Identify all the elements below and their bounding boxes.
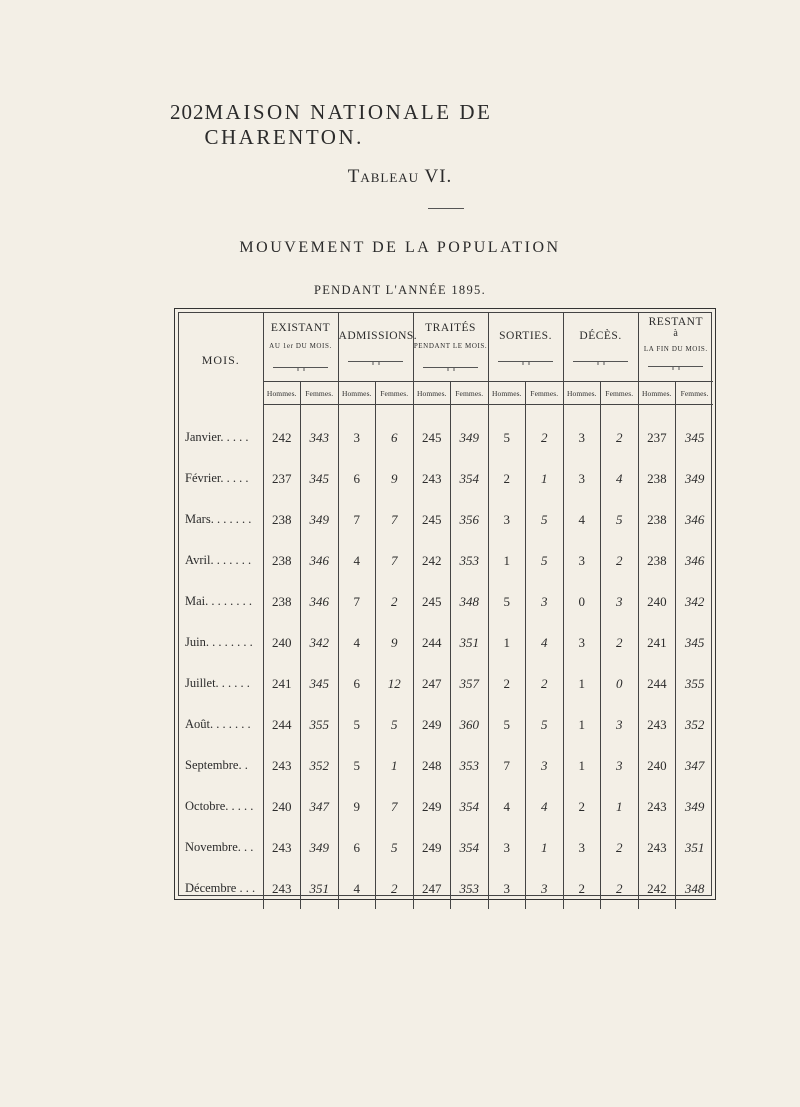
- sub-header-femmes: Femmes.: [301, 382, 339, 405]
- table-cell: 1: [526, 458, 564, 499]
- table-cell: 1: [601, 786, 639, 827]
- table-cell: 354: [451, 786, 489, 827]
- table-cell: 346: [676, 540, 714, 581]
- table-cell: 240: [263, 786, 301, 827]
- group-header-restant: [638, 313, 713, 382]
- table-cell: 242: [263, 417, 301, 458]
- table-cell: 3: [488, 827, 526, 868]
- table-cell: 3: [488, 499, 526, 540]
- table-cell: 244: [638, 663, 676, 704]
- spacer-cell: [601, 405, 639, 418]
- table-cell: 4: [338, 622, 376, 663]
- table-row: [179, 786, 713, 827]
- title-rule: [428, 208, 464, 209]
- table-cell: 346: [676, 499, 714, 540]
- table-cell: 6: [376, 417, 414, 458]
- table-cell: 5: [338, 745, 376, 786]
- table-row: [179, 745, 713, 786]
- month-label: Février. . . . .: [185, 471, 249, 485]
- table-cell: 5: [526, 540, 564, 581]
- table-cell: 245: [413, 581, 451, 622]
- sub-header-femmes: Femmes.: [376, 382, 414, 405]
- table-cell: 2: [488, 458, 526, 499]
- table-cell: 357: [451, 663, 489, 704]
- table-cell: 237: [638, 417, 676, 458]
- table-row: [179, 581, 713, 622]
- spacer-cell: [451, 405, 489, 418]
- table-cell: 243: [638, 786, 676, 827]
- table-cell: 238: [638, 540, 676, 581]
- population-table: [179, 313, 713, 909]
- table-cell: 245: [413, 499, 451, 540]
- table-cell: 343: [301, 417, 339, 458]
- table-cell: 249: [413, 786, 451, 827]
- group-sub: AU 1er DU MOIS.: [269, 342, 332, 350]
- table-cell: 354: [451, 458, 489, 499]
- table-cell: 2: [376, 581, 414, 622]
- month-label: Janvier. . . . .: [185, 430, 249, 444]
- spacer-cell: [638, 405, 676, 418]
- table-row: [179, 663, 713, 704]
- table-cell: 360: [451, 704, 489, 745]
- table-cell: 1: [488, 540, 526, 581]
- table-cell: 2: [526, 663, 564, 704]
- table-cell: 342: [676, 581, 714, 622]
- sub-header-femmes: Femmes.: [451, 382, 489, 405]
- table-cell: 1: [563, 745, 601, 786]
- table-cell: 348: [676, 868, 714, 909]
- table-row: [179, 499, 713, 540]
- table-row: [179, 417, 713, 458]
- table-row: [179, 704, 713, 745]
- table-cell: 7: [376, 499, 414, 540]
- sub-header-femmes: Femmes.: [601, 382, 639, 405]
- table-cell: 2: [601, 622, 639, 663]
- table-cell: 342: [301, 622, 339, 663]
- table-cell: 348: [451, 581, 489, 622]
- table-cell: 345: [301, 663, 339, 704]
- table-cell: 4: [526, 622, 564, 663]
- table-cell: 242: [413, 540, 451, 581]
- group-header-admissions: [338, 313, 418, 382]
- table-cell: 7: [376, 786, 414, 827]
- table-cell: 238: [263, 540, 301, 581]
- month-label: Juillet. . . . . .: [185, 676, 250, 690]
- group-header-existant: [263, 313, 338, 382]
- group-label: ADMISSIONS.: [338, 330, 418, 342]
- table-cell: 241: [263, 663, 301, 704]
- table-cell: 9: [376, 622, 414, 663]
- table-cell: 355: [301, 704, 339, 745]
- table-cell: 349: [676, 786, 714, 827]
- table-cell: 1: [488, 622, 526, 663]
- table-cell: 243: [413, 458, 451, 499]
- table-cell: 2: [601, 417, 639, 458]
- table-cell: 0: [563, 581, 601, 622]
- table-cell: 3: [488, 868, 526, 909]
- group-label: SORTIES.: [499, 330, 552, 342]
- table-cell: 6: [338, 663, 376, 704]
- table-cell: 355: [676, 663, 714, 704]
- table-cell: 5: [526, 499, 564, 540]
- table-cell: 2: [601, 868, 639, 909]
- table-cell: 9: [376, 458, 414, 499]
- running-head-title: MAISON NATIONALE DE CHARENTON.: [204, 100, 493, 149]
- table-cell: 4: [601, 458, 639, 499]
- spacer-cell: [338, 405, 376, 418]
- table-cell: 4: [563, 499, 601, 540]
- table-cell: 1: [563, 704, 601, 745]
- table-cell: 352: [301, 745, 339, 786]
- table-cell: 349: [301, 499, 339, 540]
- table-cell: 7: [488, 745, 526, 786]
- table-cell: 2: [563, 868, 601, 909]
- sub-header-femmes: Femmes.: [526, 382, 564, 405]
- table-cell: 9: [338, 786, 376, 827]
- table-cell: 5: [488, 581, 526, 622]
- table-cell: 3: [563, 458, 601, 499]
- table-cell: 243: [263, 827, 301, 868]
- table-cell: 240: [638, 581, 676, 622]
- table-cell: 3: [563, 827, 601, 868]
- table-cell: 353: [451, 745, 489, 786]
- table-cell: 351: [301, 868, 339, 909]
- group-header-deces: [563, 313, 638, 382]
- table-cell: 347: [301, 786, 339, 827]
- table-row: [179, 622, 713, 663]
- month-label: Mai. . . . . . . .: [185, 594, 253, 608]
- brace: [498, 356, 553, 362]
- table-cell: 7: [376, 540, 414, 581]
- table-row: [179, 540, 713, 581]
- table-cell: 4: [488, 786, 526, 827]
- running-head: [170, 100, 640, 150]
- table-cell: 249: [413, 827, 451, 868]
- group-header-traites: [413, 313, 488, 382]
- table-cell: 244: [263, 704, 301, 745]
- sub-header-hommes: Hommes.: [638, 382, 676, 405]
- page-number: 202: [170, 100, 205, 124]
- page-title: MOUVEMENT DE LA POPULATION: [239, 239, 561, 256]
- table-cell: 349: [676, 458, 714, 499]
- table-cell: 347: [676, 745, 714, 786]
- month-label: Octobre. . . . .: [185, 799, 254, 813]
- table-cell: 3: [563, 540, 601, 581]
- table-cell: 3: [338, 417, 376, 458]
- table-cell: 353: [451, 540, 489, 581]
- table-cell: 346: [301, 581, 339, 622]
- table-cell: 345: [676, 417, 714, 458]
- table-cell: 5: [488, 704, 526, 745]
- table-cell: 1: [526, 827, 564, 868]
- mois-header: MOIS.: [201, 353, 240, 368]
- table-cell: 3: [526, 868, 564, 909]
- month-label: Décembre . . .: [185, 881, 256, 895]
- table-cell: 3: [601, 704, 639, 745]
- table-cell: 5: [601, 499, 639, 540]
- table-cell: 247: [413, 663, 451, 704]
- table-row: [179, 827, 713, 868]
- month-label: Novembre. . .: [185, 840, 254, 854]
- brace: [573, 356, 628, 362]
- table-cell: 12: [376, 663, 414, 704]
- table-cell: 1: [563, 663, 601, 704]
- table-cell: 243: [263, 868, 301, 909]
- table-cell: 6: [338, 827, 376, 868]
- group-sub: LA FIN DU MOIS.: [643, 345, 708, 353]
- table-cell: 349: [301, 827, 339, 868]
- brace: [423, 362, 478, 368]
- table-inner-frame: [178, 312, 712, 896]
- table-frame: [174, 308, 716, 900]
- table-cell: 238: [638, 458, 676, 499]
- table-cell: 249: [413, 704, 451, 745]
- table-cell: 4: [338, 540, 376, 581]
- table-cell: 352: [676, 704, 714, 745]
- month-label: Avril. . . . . . .: [185, 553, 252, 567]
- table-cell: 345: [676, 622, 714, 663]
- group-label: DÉCÈS.: [579, 330, 622, 342]
- table-row: [179, 868, 713, 909]
- table-cell: 5: [488, 417, 526, 458]
- group-header-sorties: [488, 313, 563, 382]
- spacer-cell: [376, 405, 414, 418]
- table-cell: 351: [676, 827, 714, 868]
- spacer-cell: [526, 405, 564, 418]
- spacer-cell: [179, 405, 263, 418]
- spacer-cell: [413, 405, 451, 418]
- table-cell: 6: [338, 458, 376, 499]
- table-cell: 238: [263, 581, 301, 622]
- spacer-cell: [563, 405, 601, 418]
- spacer-cell: [676, 405, 714, 418]
- table-cell: 3: [526, 745, 564, 786]
- table-cell: 3: [563, 622, 601, 663]
- page-subtitle: PENDANT L'ANNÉE 1895.: [313, 283, 487, 297]
- table-cell: 243: [638, 704, 676, 745]
- month-label: Juin. . . . . . . .: [185, 635, 253, 649]
- group-label: TRAITÉS: [425, 322, 476, 334]
- table-cell: 248: [413, 745, 451, 786]
- table-cell: 2: [601, 540, 639, 581]
- month-label: Septembre. .: [185, 758, 248, 772]
- table-cell: 1: [376, 745, 414, 786]
- table-cell: 3: [601, 581, 639, 622]
- table-cell: 7: [338, 499, 376, 540]
- group-sub: PENDANT LE MOIS.: [413, 342, 488, 350]
- table-cell: 238: [638, 499, 676, 540]
- table-cell: 356: [451, 499, 489, 540]
- table-cell: 2: [488, 663, 526, 704]
- table-cell: 5: [376, 827, 414, 868]
- brace: [273, 362, 328, 368]
- sub-header-hommes: Hommes.: [413, 382, 451, 405]
- table-cell: 7: [338, 581, 376, 622]
- table-cell: 237: [263, 458, 301, 499]
- table-cell: 240: [263, 622, 301, 663]
- month-label: Mars. . . . . . .: [185, 512, 252, 526]
- table-cell: 345: [301, 458, 339, 499]
- table-cell: 353: [451, 868, 489, 909]
- table-cell: 242: [638, 868, 676, 909]
- table-cell: 4: [338, 868, 376, 909]
- table-cell: 2: [526, 417, 564, 458]
- table-cell: 5: [526, 704, 564, 745]
- brace: [648, 361, 703, 367]
- table-cell: 240: [638, 745, 676, 786]
- tableau-number: VI.: [424, 166, 453, 187]
- table-cell: 4: [526, 786, 564, 827]
- table-cell: 244: [413, 622, 451, 663]
- table-cell: 2: [601, 827, 639, 868]
- group-label: EXISTANT: [270, 322, 331, 334]
- sub-header-hommes: Hommes.: [563, 382, 601, 405]
- table-cell: 5: [376, 704, 414, 745]
- table-cell: 351: [451, 622, 489, 663]
- sub-header-hommes: Hommes.: [488, 382, 526, 405]
- table-cell: 349: [451, 417, 489, 458]
- tableau-title: [0, 166, 800, 188]
- table-cell: 354: [451, 827, 489, 868]
- table-cell: 5: [338, 704, 376, 745]
- spacer-cell: [301, 405, 339, 418]
- table-cell: 247: [413, 868, 451, 909]
- table-cell: 3: [601, 745, 639, 786]
- table-cell: 238: [263, 499, 301, 540]
- table-cell: 3: [526, 581, 564, 622]
- table-cell: 241: [638, 622, 676, 663]
- group-label: RESTANT: [648, 316, 703, 328]
- table-cell: 243: [263, 745, 301, 786]
- table-row: [179, 458, 713, 499]
- sub-header-hommes: Hommes.: [338, 382, 376, 405]
- spacer-cell: [488, 405, 526, 418]
- spacer-cell: [263, 405, 301, 418]
- sub-header-hommes: Hommes.: [263, 382, 301, 405]
- table-cell: 2: [563, 786, 601, 827]
- table-cell: 346: [301, 540, 339, 581]
- table-cell: 3: [563, 417, 601, 458]
- table-cell: 243: [638, 827, 676, 868]
- table-cell: 2: [376, 868, 414, 909]
- tableau-label: Tableau: [347, 166, 420, 187]
- table-cell: 245: [413, 417, 451, 458]
- group-label2: à: [673, 328, 679, 339]
- brace: [348, 356, 403, 362]
- month-label: Août. . . . . . .: [185, 717, 251, 731]
- table-cell: 0: [601, 663, 639, 704]
- sub-header-femmes: Femmes.: [676, 382, 714, 405]
